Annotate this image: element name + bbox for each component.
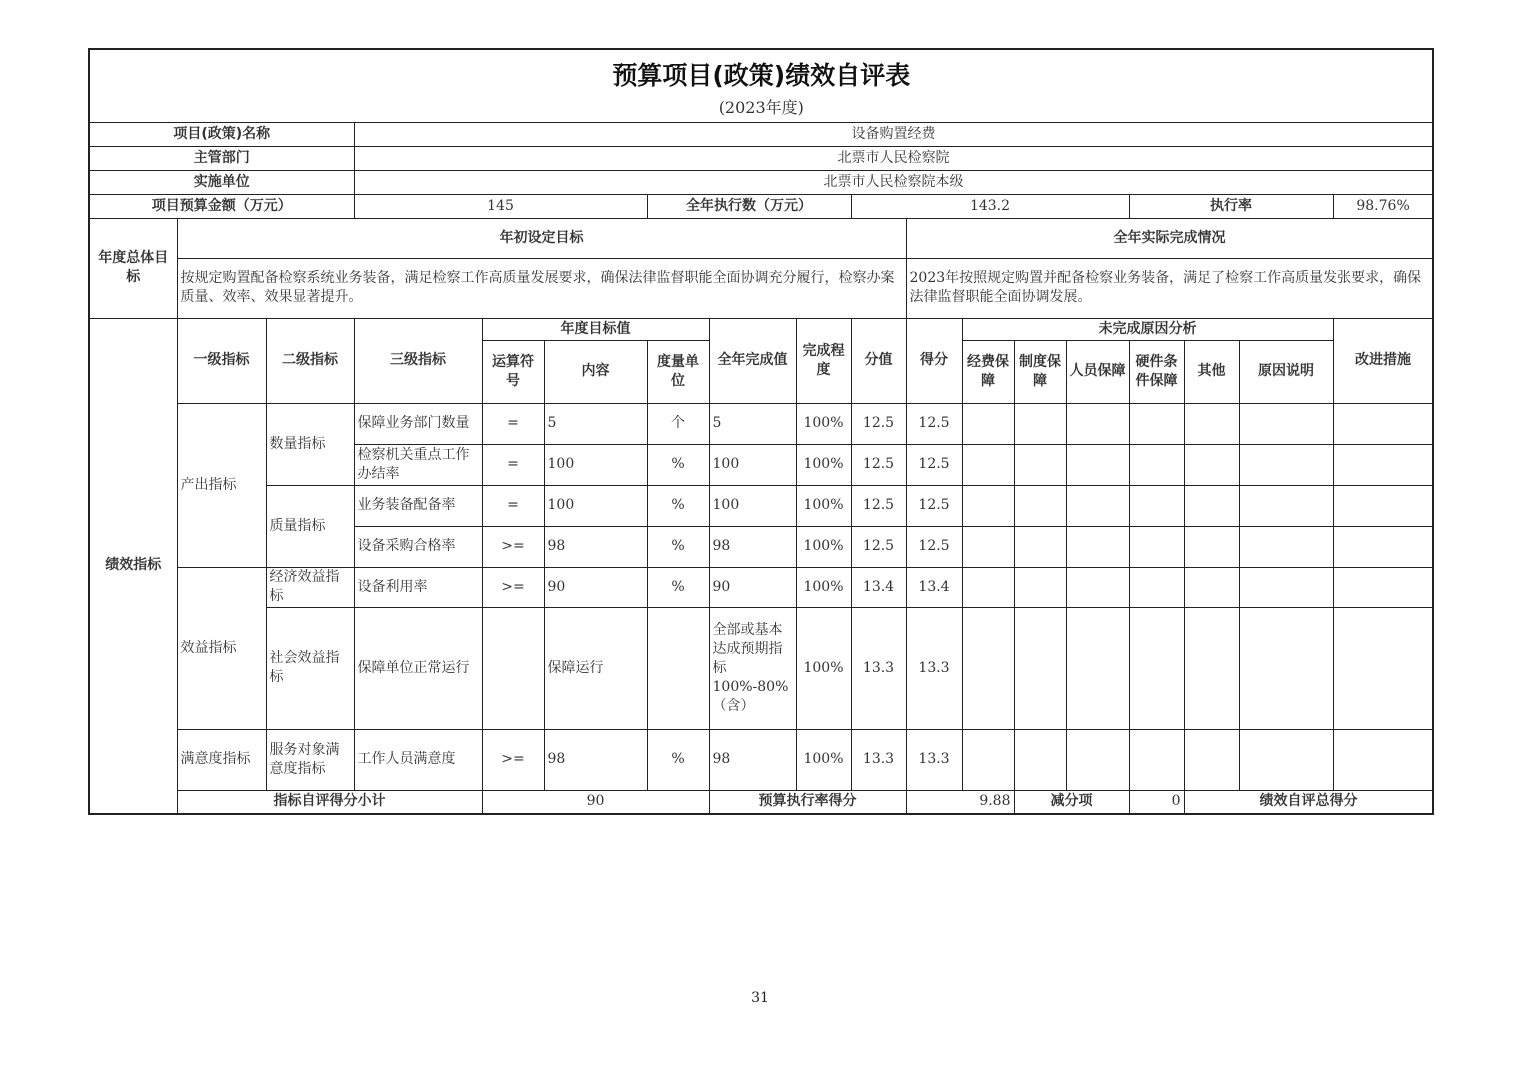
score-cell: 12.5: [906, 444, 962, 485]
perf-label: 绩效指标: [89, 318, 177, 814]
content-cell: 100: [544, 485, 647, 526]
unit-cell: %: [647, 444, 709, 485]
value-cell: 12.5: [851, 444, 906, 485]
op-cell: >=: [482, 729, 544, 790]
score-cell: 12.5: [906, 526, 962, 567]
total-label: 绩效自评总得分: [1184, 790, 1433, 814]
level1-header: 一级指标: [177, 318, 266, 403]
unit-cell: %: [647, 567, 709, 607]
actual-cell: 90: [709, 567, 796, 607]
table-row: [89, 567, 1433, 607]
table-row: [89, 485, 1433, 526]
fund-header: 经费保障: [962, 340, 1014, 403]
level1-cell: 效益指标: [177, 567, 266, 729]
level3-cell: 设备采购合格率: [354, 526, 482, 567]
unit-cell: %: [647, 485, 709, 526]
score-header: 得分: [906, 318, 962, 403]
level3-cell: 设备利用率: [354, 567, 482, 607]
level1-cell: 产出指标: [177, 403, 266, 567]
year-label: (2023年度): [718, 97, 804, 117]
score-value-header: 分值: [851, 318, 906, 403]
completion-cell: 100%: [796, 526, 851, 567]
actual-cell: 全部或基本达成预期指标100%-80%（含）: [709, 607, 796, 729]
content-header: 内容: [544, 340, 647, 403]
table-row: [89, 729, 1433, 790]
goals-label: 年度总体目标: [89, 218, 177, 318]
performance-evaluation-table: [88, 48, 1434, 815]
subtotal-label: 指标自评得分小计: [177, 790, 482, 814]
unit-value: 北票市人民检察院本级: [354, 170, 1433, 194]
page-title: 预算项目(政策)绩效自评表: [612, 60, 911, 90]
initial-goal-text: 按规定购置配备检察系统业务装备，满足检察工作高质量发展要求，确保法律监督职能全面协调充分履行，检察办案质量、效率、效果显著提升。: [177, 258, 906, 318]
score-cell: 12.5: [906, 403, 962, 444]
actual-cell: 98: [709, 729, 796, 790]
title-cell: [89, 49, 1433, 122]
subtotal-value: 90: [482, 790, 709, 814]
op-header: 运算符号: [482, 340, 544, 403]
level3-cell: 业务装备配备率: [354, 485, 482, 526]
explain-header: 原因说明: [1239, 340, 1333, 403]
level2-cell: 质量指标: [266, 485, 354, 567]
hardware-header: 硬件条件保障: [1129, 340, 1184, 403]
value-cell: 13.3: [851, 729, 906, 790]
exec-label: 全年执行数（万元）: [647, 194, 851, 218]
content-cell: 98: [544, 729, 647, 790]
content-cell: 保障运行: [544, 607, 647, 729]
content-cell: 100: [544, 444, 647, 485]
project-name-label: 项目(政策)名称: [89, 122, 354, 146]
completion-cell: 100%: [796, 444, 851, 485]
completion-cell: 100%: [796, 607, 851, 729]
actual-goal-header: 全年实际完成情况: [906, 218, 1433, 258]
unit-cell: [647, 607, 709, 729]
table-row: [89, 607, 1433, 729]
score-cell: 13.4: [906, 567, 962, 607]
level3-header: 三级指标: [354, 318, 482, 403]
value-cell: 13.3: [851, 607, 906, 729]
content-cell: 98: [544, 526, 647, 567]
actual-cell: 98: [709, 526, 796, 567]
value-cell: 13.4: [851, 567, 906, 607]
project-name: 设备购置经费: [354, 122, 1433, 146]
improve-header: 改进措施: [1333, 318, 1433, 403]
actual-cell: 100: [709, 444, 796, 485]
op-cell: [482, 607, 544, 729]
unit-cell: %: [647, 526, 709, 567]
completion-cell: 100%: [796, 567, 851, 607]
deduct-value: 0: [1129, 790, 1184, 814]
deduct-label: 减分项: [1014, 790, 1129, 814]
op-cell: =: [482, 444, 544, 485]
completion-cell: 100%: [796, 485, 851, 526]
level3-cell: 检察机关重点工作办结率: [354, 444, 482, 485]
table-row: [89, 403, 1433, 444]
level3-cell: 保障单位正常运行: [354, 607, 482, 729]
staff-header: 人员保障: [1066, 340, 1129, 403]
actual-header: 全年完成值: [709, 318, 796, 403]
level1-cell: 满意度指标: [177, 729, 266, 790]
op-cell: =: [482, 403, 544, 444]
completion-cell: 100%: [796, 729, 851, 790]
actual-goal-text: 2023年按照规定购置并配备检察业务装备，满足了检察工作高质量发张要求，确保法律监督职能全面协调发展。: [906, 258, 1433, 318]
page-number: 31: [751, 990, 769, 1006]
value-cell: 12.5: [851, 485, 906, 526]
budget-score-label: 预算执行率得分: [709, 790, 906, 814]
exec-value: 143.2: [851, 194, 1129, 218]
actual-cell: 5: [709, 403, 796, 444]
op-cell: =: [482, 485, 544, 526]
dept-label: 主管部门: [89, 146, 354, 170]
budget-value: 145: [354, 194, 647, 218]
target-group-header: 年度目标值: [482, 318, 709, 340]
score-cell: 13.3: [906, 729, 962, 790]
score-cell: 12.5: [906, 485, 962, 526]
dept-value: 北票市人民检察院: [354, 146, 1433, 170]
reason-group-header: 未完成原因分析: [962, 318, 1333, 340]
level2-header: 二级指标: [266, 318, 354, 403]
score-cell: 13.3: [906, 607, 962, 729]
unit-label: 实施单位: [89, 170, 354, 194]
level3-cell: 工作人员满意度: [354, 729, 482, 790]
other-header: 其他: [1184, 340, 1239, 403]
level2-cell: 社会效益指标: [266, 607, 354, 729]
content-cell: 5: [544, 403, 647, 444]
op-cell: >=: [482, 526, 544, 567]
system-header: 制度保障: [1014, 340, 1066, 403]
unit-cell: %: [647, 729, 709, 790]
value-cell: 12.5: [851, 403, 906, 444]
budget-score-value: 9.88: [906, 790, 1014, 814]
content-cell: 90: [544, 567, 647, 607]
value-cell: 12.5: [851, 526, 906, 567]
initial-goal-header: 年初设定目标: [177, 218, 906, 258]
unit-cell: 个: [647, 403, 709, 444]
level2-cell: 经济效益指标: [266, 567, 354, 607]
rate-value: 98.76%: [1333, 194, 1433, 218]
budget-label: 项目预算金额（万元）: [89, 194, 354, 218]
level2-cell: 数量指标: [266, 403, 354, 485]
unit-header: 度量单位: [647, 340, 709, 403]
rate-label: 执行率: [1129, 194, 1333, 218]
completion-cell: 100%: [796, 403, 851, 444]
actual-cell: 100: [709, 485, 796, 526]
level2-cell: 服务对象满意度指标: [266, 729, 354, 790]
op-cell: >=: [482, 567, 544, 607]
level3-cell: 保障业务部门数量: [354, 403, 482, 444]
completion-header: 完成程度: [796, 318, 851, 403]
